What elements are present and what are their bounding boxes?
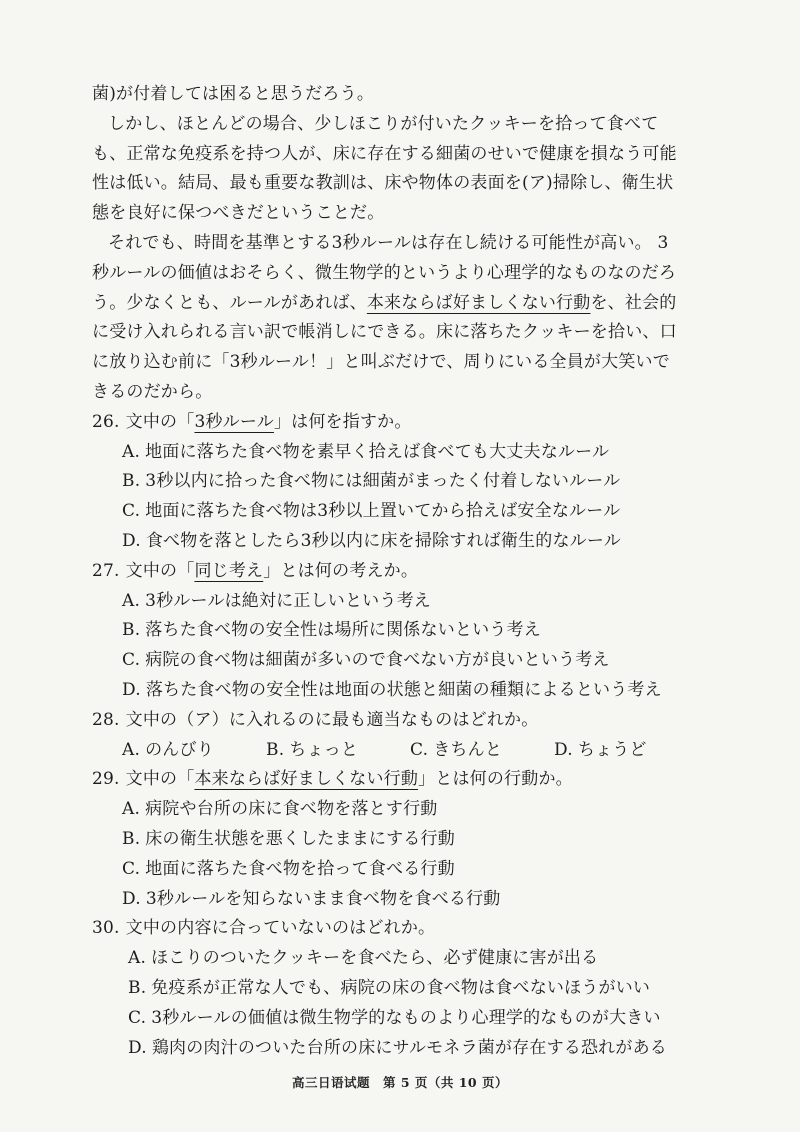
option-text: 地面に落ちた食べ物を拾って食べる行動 <box>145 858 455 879</box>
option-letter: A. <box>122 590 141 611</box>
question-30 <box>92 914 752 1063</box>
question-27-stem <box>92 557 752 587</box>
option-text: きちんと <box>433 739 503 760</box>
option-letter: B. <box>266 739 285 760</box>
option-letter: A. <box>128 948 147 969</box>
question-26-stem <box>92 408 752 438</box>
question-26-option-d <box>92 527 752 557</box>
option-text: 3秒ルールの価値は微生物学的なものより心理学的なものが大きい <box>151 1007 661 1028</box>
underlined-phrase: 本来ならば好ましくない行動 <box>194 769 419 790</box>
question-29-option-b <box>92 825 752 855</box>
question-29-option-c <box>92 855 752 885</box>
question-27-option-a <box>92 587 752 617</box>
question-29 <box>92 765 752 914</box>
question-28 <box>92 706 752 766</box>
option-text: 食べ物を落としたら3秒以内に床を掃除すれば衛生的なルール <box>145 530 621 551</box>
option-letter: B. <box>128 977 147 998</box>
option-text: ちょっと <box>289 739 359 760</box>
question-27-option-b <box>92 616 752 646</box>
question-27-option-c <box>92 646 752 676</box>
option-letter: D. <box>128 1037 147 1058</box>
passage-line: 秒ルールの価値はおそらく、微生物学的というより心理学的なものなのだろ <box>92 262 677 283</box>
question-30-stem <box>92 914 752 944</box>
underlined-phrase: 3秒ルール <box>194 411 274 432</box>
question-26-option-a <box>92 438 752 468</box>
option-letter: C. <box>410 739 429 760</box>
question-28-option-a <box>122 736 266 766</box>
stem-text: 」は何を指すか。 <box>273 411 412 432</box>
question-30-option-a <box>92 944 752 974</box>
option-letter: A. <box>122 441 141 462</box>
passage-line: も、正常な免疫系を持つ人が、床に存在する細菌のせいで健康を損なう可能 <box>92 143 677 164</box>
passage-line: 態を良好に保つべきだということだ。 <box>92 203 385 224</box>
option-text: 3秒ルールは絶対に正しいという考え <box>145 590 431 611</box>
option-letter: C. <box>128 1007 147 1028</box>
option-letter: A. <box>122 739 141 760</box>
option-text: 床の衛生状態を悪くしたままにする行動 <box>145 828 455 849</box>
passage-line: それでも、時間を基準とする3秒ルールは存在し続ける可能性が高い。 3 <box>108 232 669 253</box>
passage-text: を、社会的 <box>590 292 677 313</box>
option-text: 鶏肉の肉汁のついた台所の床にサルモネラ菌が存在する恐れがある <box>151 1037 667 1058</box>
option-text: 病院や台所の床に食べ物を落とす行動 <box>145 799 438 820</box>
question-26-option-c <box>92 497 752 527</box>
option-text: 地面に落ちた食べ物を素早く拾えば食べても大丈夫なルール <box>145 441 610 462</box>
stem-text: 文中の内容に合っていないのはどれか。 <box>125 918 436 939</box>
exam-content <box>92 80 752 1063</box>
passage-line: に放り込む前に「3秒ルール！」と叫ぶだけで、周りにいる全員が大笑いで <box>92 352 670 373</box>
option-text: 免疫系が正常な人でも、病院の床の食べ物は食べないほうがいい <box>151 977 651 998</box>
stem-text: 文中の（ア）に入れるのに最も適当なものはどれか。 <box>125 709 539 730</box>
page-footer: 高三日语试题 第 5 页（共 10 页） <box>291 1075 508 1090</box>
option-text: ちょうど <box>577 739 647 760</box>
question-29-option-d <box>92 885 752 915</box>
option-text: 地面に落ちた食べ物は3秒以上置いてから拾えば安全なルール <box>145 501 621 522</box>
option-letter: B. <box>122 828 141 849</box>
stem-text: 」とは何の行動か。 <box>418 769 573 790</box>
stem-text: 文中の「 <box>125 411 195 432</box>
passage-line: 性は低い。結局、最も重要な教訓は、床や物体の表面を(ア)掃除し、衛生状 <box>92 173 674 194</box>
question-number: 30. <box>92 918 120 939</box>
option-letter: D. <box>554 739 573 760</box>
reading-passage <box>92 80 752 408</box>
option-text: ほこりのついたクッキーを食べたら、必ず健康に害が出る <box>151 948 599 969</box>
question-27-option-d <box>92 676 752 706</box>
question-29-option-a <box>92 795 752 825</box>
option-text: 3秒ルールを知らないまま食べ物を食べる行動 <box>145 888 501 909</box>
question-30-option-b <box>92 974 752 1004</box>
option-text: 落ちた食べ物の安全性は地面の状態と細菌の種類によるという考え <box>145 679 662 700</box>
option-letter: D. <box>122 679 141 700</box>
question-number: 27. <box>92 560 120 581</box>
option-text: 病院の食べ物は細菌が多いので食べない方が良いという考え <box>145 650 610 671</box>
question-number: 29. <box>92 769 120 790</box>
question-27 <box>92 557 752 706</box>
option-text: 3秒以内に拾った食べ物には細菌がまったく付着しないルール <box>145 471 621 492</box>
question-number: 26. <box>92 411 120 432</box>
option-letter: D. <box>122 530 141 551</box>
option-text: のんびり <box>145 739 214 760</box>
question-30-option-c <box>92 1004 752 1034</box>
question-28-options <box>92 736 752 766</box>
question-28-option-d <box>554 736 698 766</box>
question-26-option-b <box>92 467 752 497</box>
option-text: 落ちた食べ物の安全性は場所に関係ないという考え <box>145 620 541 641</box>
question-29-stem <box>92 765 752 795</box>
option-letter: C. <box>122 501 141 522</box>
option-letter: B. <box>122 620 141 641</box>
option-letter: C. <box>122 858 141 879</box>
option-letter: B. <box>122 471 141 492</box>
passage-line: に受け入れられる言い訳で帳消しにできる。床に落ちたクッキーを拾い、口 <box>92 322 677 343</box>
underlined-phrase: 同じ考え <box>194 560 264 581</box>
question-28-option-b <box>266 736 410 766</box>
option-letter: C. <box>122 650 141 671</box>
stem-text: 文中の「 <box>125 769 195 790</box>
option-letter: D. <box>122 888 141 909</box>
passage-line: 菌)が付着しては困ると思うだろう。 <box>92 84 375 104</box>
question-28-option-c <box>410 736 554 766</box>
question-28-stem <box>92 706 752 736</box>
passage-line: きるのだから。 <box>92 381 213 402</box>
question-30-option-d <box>92 1034 752 1064</box>
question-number: 28. <box>92 709 120 730</box>
stem-text: 」とは何の考えか。 <box>263 560 419 581</box>
option-letter: A. <box>122 799 141 820</box>
passage-line: しかし、ほとんどの場合、少しほこりが付いたクッキーを拾って食べて <box>108 113 659 134</box>
passage-text: う。少なくとも、ルールがあれば、 <box>92 292 367 313</box>
underlined-phrase: 本来ならば好ましくない行動 <box>366 292 591 313</box>
stem-text: 文中の「 <box>125 560 195 581</box>
question-26 <box>92 408 752 557</box>
passage-line <box>92 289 752 319</box>
